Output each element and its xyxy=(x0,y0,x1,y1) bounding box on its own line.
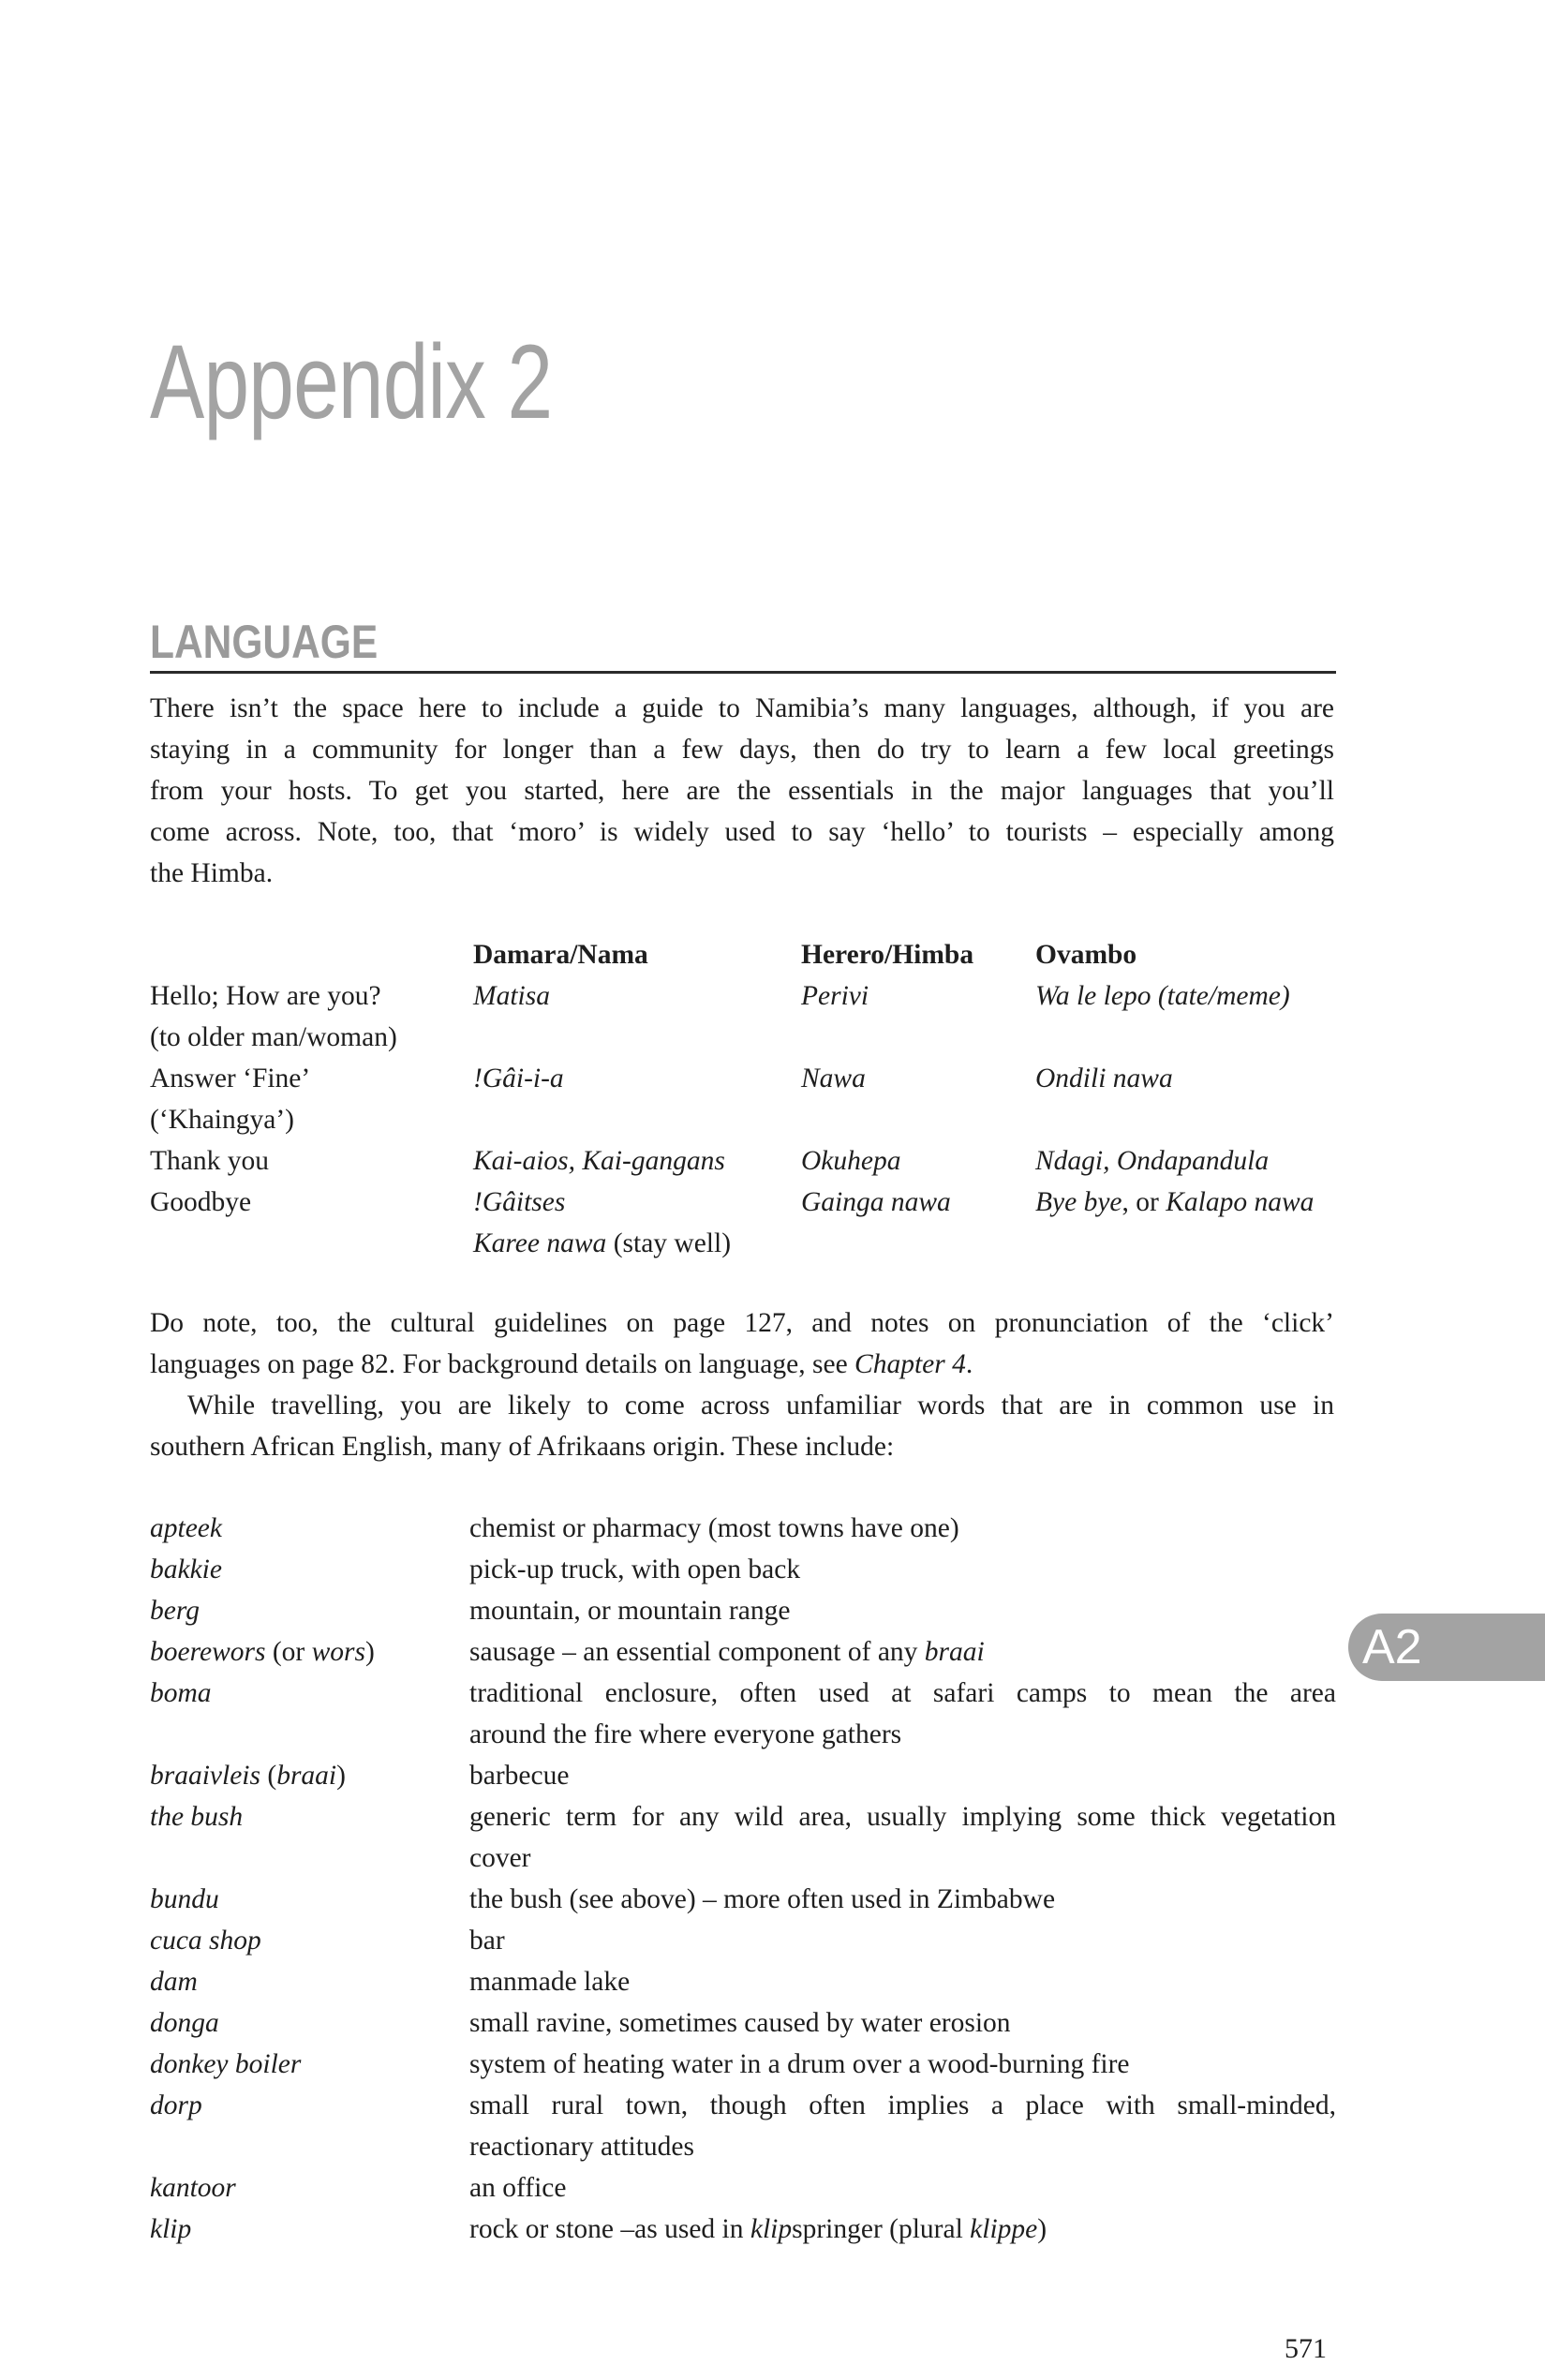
row-label: Thank you xyxy=(150,1146,269,1176)
section-heading xyxy=(150,615,1336,674)
damara-cell: !Gâitses xyxy=(473,1187,566,1217)
definition-line: an office xyxy=(469,2173,567,2203)
row-label: (to older man/woman) xyxy=(150,1022,397,1052)
section-title: LANGUAGE xyxy=(150,616,379,668)
row-label: Goodbye xyxy=(150,1187,252,1217)
glossary-definition xyxy=(469,1549,1336,1590)
chapter-reference: Chapter 4 xyxy=(854,1349,966,1379)
definition-text: springer (plural xyxy=(792,2214,971,2244)
intro-line: come across. Note, too, that ‘moro’ is widely used to say ‘hello’ to tourists – especially among xyxy=(150,817,1334,847)
tab-label: A2 xyxy=(1362,1620,1422,1674)
glossary-term: klip xyxy=(150,2214,192,2244)
definition-text: sausage – an essential component of any xyxy=(469,1637,925,1667)
damara-term: Karee nawa xyxy=(473,1228,607,1258)
ovambo-cell: Ondili nawa xyxy=(1035,1064,1173,1093)
notes-paragraph xyxy=(150,1302,1334,1467)
definition-text: rock or stone –as used in xyxy=(469,2214,750,2244)
glossary-term xyxy=(150,1631,375,1673)
glossary-definition xyxy=(469,2085,1336,2167)
notes-text: languages on page 82. For background details on language, see xyxy=(150,1349,855,1379)
definition-line: barbecue xyxy=(469,1761,570,1791)
intro-paragraph xyxy=(150,688,1334,894)
damara-cell: !Gâi-i-a xyxy=(473,1064,564,1093)
definition-line: small rural town, though often implies a place with small-minded, xyxy=(469,2090,1336,2120)
term-alt: braai xyxy=(276,1761,337,1791)
definition-italic: klip xyxy=(750,2214,793,2244)
definition-line: manmade lake xyxy=(469,1967,631,1997)
definition-line: around the fire where everyone gathers xyxy=(469,1719,902,1749)
ovambo-cell xyxy=(1035,1182,1314,1223)
row-label: Hello; How are you? xyxy=(150,981,381,1011)
damara-gloss: (stay well) xyxy=(613,1228,732,1258)
herero-cell: Nawa xyxy=(801,1064,866,1093)
intro-line: the Himba. xyxy=(150,858,274,888)
glossary-term: dorp xyxy=(150,2090,202,2120)
glossary-definition xyxy=(469,1508,1336,1549)
notes-line: While travelling, you are likely to come across unfamiliar words that are in common use in xyxy=(187,1391,1334,1421)
column-header-damara-nama: Damara/Nama xyxy=(473,940,648,970)
appendix-tab-marker xyxy=(1348,1614,1545,1681)
glossary-term: the bush xyxy=(150,1802,244,1832)
ovambo-term: Kalapo nawa xyxy=(1166,1187,1315,1217)
glossary-definition xyxy=(469,2002,1336,2044)
term-paren: ) xyxy=(336,1761,346,1791)
glossary-definition xyxy=(469,1673,1336,1755)
ovambo-cell: Wa le lepo (tate/meme) xyxy=(1035,981,1290,1011)
definition-line xyxy=(469,1631,1336,1673)
glossary-term: apteek xyxy=(150,1513,222,1543)
glossary-definition xyxy=(469,1961,1336,2002)
definition-line: reactionary attitudes xyxy=(469,2132,694,2162)
definition-text: ) xyxy=(1037,2214,1047,2244)
term-main: braaivleis xyxy=(150,1761,260,1791)
glossary-term: cuca shop xyxy=(150,1926,261,1956)
glossary-definition xyxy=(469,1755,1336,1796)
column-header-herero-himba: Herero/Himba xyxy=(801,940,974,970)
glossary-term: bakkie xyxy=(150,1554,222,1584)
ovambo-term: Bye bye xyxy=(1035,1187,1122,1217)
damara-cell xyxy=(473,1223,731,1264)
term-alt: wors xyxy=(311,1637,366,1667)
row-label: Answer ‘Fine’ xyxy=(150,1064,311,1093)
glossary-term xyxy=(150,1755,346,1796)
term-main: boerewors xyxy=(150,1637,266,1667)
herero-cell: Gainga nawa xyxy=(801,1187,951,1217)
glossary-definition xyxy=(469,1631,1336,1673)
definition-line xyxy=(469,2209,1336,2250)
definition-line: traditional enclosure, often used at safari camps to mean the area xyxy=(469,1678,1336,1708)
notes-line: southern African English, many of Afrikaans origin. These include: xyxy=(150,1432,895,1462)
glossary-term: donga xyxy=(150,2008,219,2038)
herero-cell: Okuhepa xyxy=(801,1146,901,1176)
notes-line xyxy=(150,1344,1334,1385)
definition-line: the bush (see above) – more often used in Zimbabwe xyxy=(469,1884,1056,1914)
glossary-definition xyxy=(469,1920,1336,1961)
intro-line: from your hosts. To get you started, here are the essentials in the major languages that you’ll xyxy=(150,776,1334,806)
term-paren: (or xyxy=(265,1637,312,1667)
page-number: 571 xyxy=(1285,2333,1327,2364)
intro-line: There isn’t the space here to include a guide to Namibia’s many languages, although, if you are xyxy=(150,693,1334,723)
glossary-term: berg xyxy=(150,1596,200,1626)
glossary-term: bundu xyxy=(150,1884,219,1914)
glossary-term: donkey boiler xyxy=(150,2049,302,2079)
glossary-term: boma xyxy=(150,1678,212,1708)
term-paren: ( xyxy=(260,1761,277,1791)
definition-italic: klippe xyxy=(970,2214,1038,2244)
notes-period: . xyxy=(965,1349,973,1379)
definition-line: generic term for any wild area, usually implying some thick vegetation xyxy=(469,1802,1336,1832)
definition-line: chemist or pharmacy (most towns have one) xyxy=(469,1513,959,1543)
ovambo-connector: , or xyxy=(1122,1187,1166,1217)
row-label: (‘Khaingya’) xyxy=(150,1105,294,1135)
definition-line: mountain, or mountain range xyxy=(469,1596,791,1626)
term-paren: ) xyxy=(365,1637,375,1667)
definition-line: small ravine, sometimes caused by water erosion xyxy=(469,2008,1011,2038)
glossary-term: dam xyxy=(150,1967,198,1997)
definition-italic: braai xyxy=(924,1637,985,1667)
herero-cell: Perivi xyxy=(801,981,869,1011)
column-header-ovambo: Ovambo xyxy=(1035,940,1137,970)
glossary-definition xyxy=(469,2209,1336,2250)
glossary-definition xyxy=(469,1590,1336,1631)
definition-line: pick-up truck, with open back xyxy=(469,1554,801,1584)
definition-line: bar xyxy=(469,1926,505,1956)
glossary-term: kantoor xyxy=(150,2173,236,2203)
damara-cell: Matisa xyxy=(473,981,550,1011)
intro-line: staying in a community for longer than a few days, then do try to learn a few local greetings xyxy=(150,735,1334,765)
glossary-definition xyxy=(469,2167,1336,2209)
glossary-definition xyxy=(469,1796,1336,1879)
ovambo-cell: Ndagi, Ondapandula xyxy=(1035,1146,1270,1176)
glossary-definition xyxy=(469,1879,1336,1920)
definition-line: system of heating water in a drum over a wood-burning fire xyxy=(469,2049,1130,2079)
glossary-definition xyxy=(469,2044,1336,2085)
chapter-title: Appendix 2 xyxy=(150,323,553,440)
notes-line: Do note, too, the cultural guidelines on page 127, and notes on pronunciation of the ‘click’ xyxy=(150,1308,1334,1338)
damara-cell: Kai-aios, Kai-gangans xyxy=(473,1146,725,1176)
definition-line: cover xyxy=(469,1843,531,1873)
